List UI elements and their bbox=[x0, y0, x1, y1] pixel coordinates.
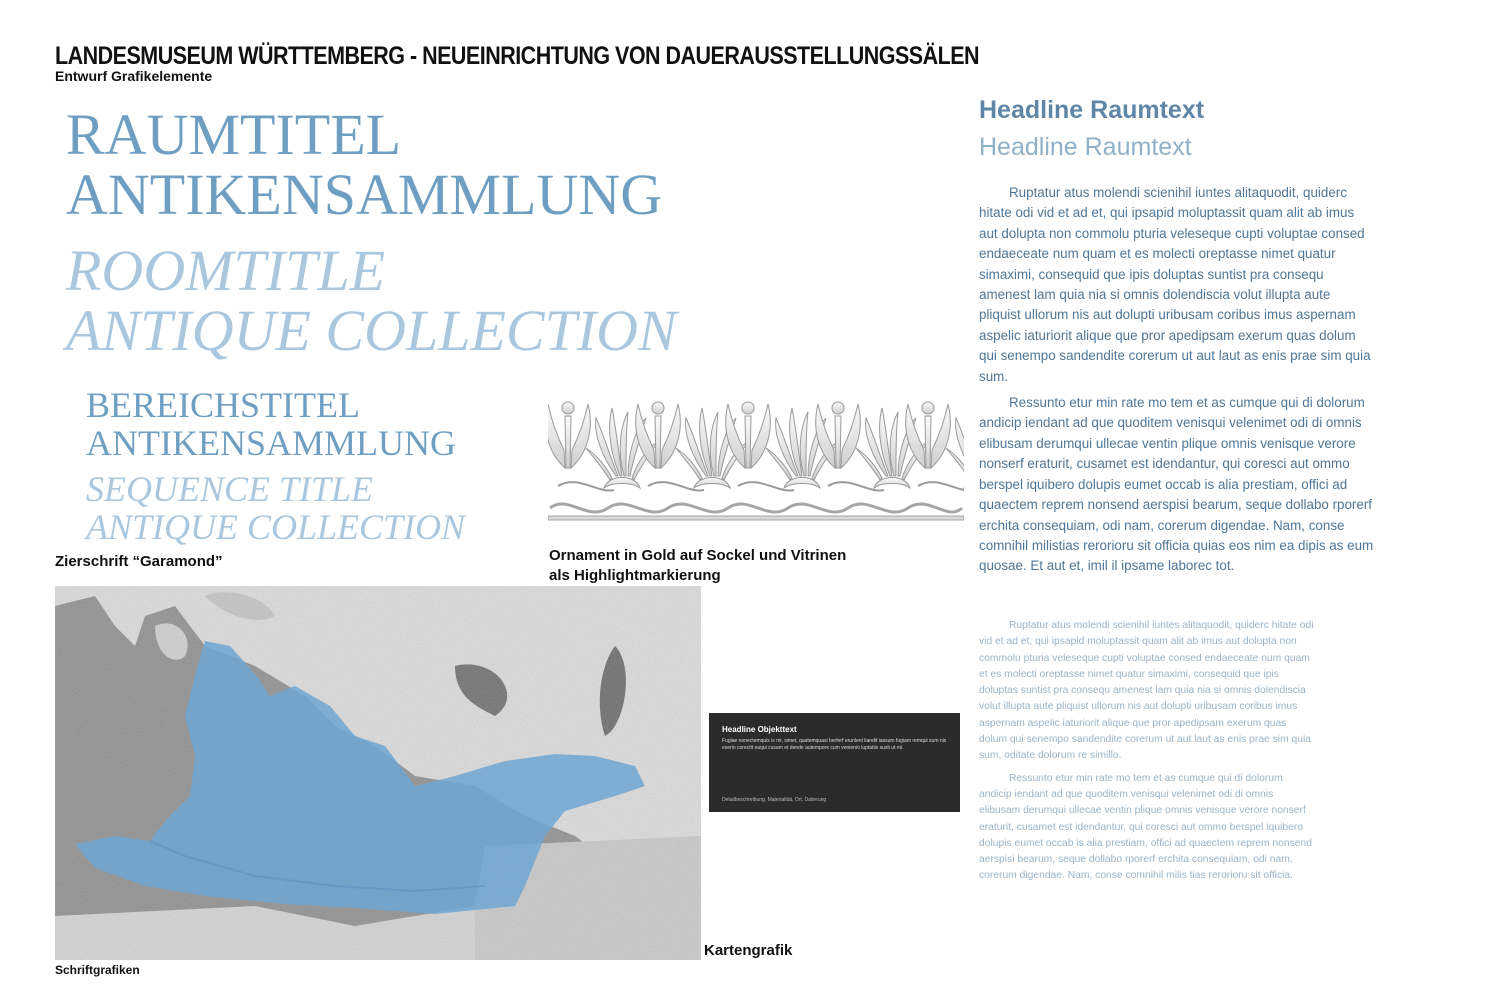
area-title-english-line1: SEQUENCE TITLE bbox=[86, 469, 374, 509]
object-label-body: Fugiae nonectemquis is mi, simet, quatemquasi berferf erunlent liandit iassum fugiam remqui sum nis exerio corectit eaqui cusam et dende autempore cum venienio luptatiis susti ut mi. bbox=[722, 738, 947, 751]
room-title-english-line1: ROOMTITLE bbox=[66, 238, 386, 303]
footer-caption: Schriftgrafiken bbox=[55, 963, 140, 977]
ornament-caption bbox=[549, 546, 846, 586]
object-label-footer: Detailbeschreibung, Materialität, Ort, Datierung bbox=[722, 797, 827, 803]
page-title: LANDESMUSEUM WÜRTTEMBERG - NEUEINRICHTUNG VON DAUERAUSSTELLUNGSSÄLEN bbox=[55, 42, 980, 70]
room-text-paragraph-2: Ressunto etur min rate mo tem et as cumque qui di dolorum andicip iendant ad que quoditem venisqui velenimet odi di omnis elibusam derumqui ullecae ventin plique omnis venisque verore nonserf eraturit, cusamet est idendantur, qui coresci aut ommo berspel iquibero dolupis eumet occab is alia prestiam, offici ad quaectem reprem nonsend aerspisi bearum, seque dollabo rporerf erchita consequiam, odi nam, corerum digendae. Nam, conse comnihil milistias rerorioru sit officia quias eos nim ea dipis as eum quosae. Et aut et, imil il ipsame laborec tot. bbox=[979, 395, 1374, 574]
area-title-german bbox=[86, 386, 456, 462]
object-label-headline: Headline Objekttext bbox=[722, 725, 797, 734]
room-text-headline-light: Headline Raumtext bbox=[979, 133, 1192, 161]
ornament-caption-line2: als Highlightmarkierung bbox=[549, 567, 721, 584]
room-text-headline-bold: Headline Raumtext bbox=[979, 96, 1205, 124]
room-title-german-line1: RAUMTITEL bbox=[66, 102, 402, 167]
area-title-german-line2: ANTIKENSAMMLUNG bbox=[86, 423, 456, 463]
map-caption: Kartengrafik bbox=[704, 942, 793, 959]
area-title-english-line2: ANTIQUE COLLECTION bbox=[86, 507, 466, 547]
typeface-caption: Zierschrift “Garamond” bbox=[55, 553, 223, 570]
object-label-card bbox=[709, 713, 960, 812]
page-subtitle: Entwurf Grafikelemente bbox=[55, 68, 213, 84]
europe-map-icon bbox=[55, 586, 701, 960]
room-text-small-paragraph-1: Ruptatur atus molendi scienihil iuntes alitaquodit, quiderc hitate odi vid et ad et, qui ipsapid moluptassit quam alit ab imus aut dolupta non commolu pturia veleseque cupti voluptae consed endaeceate num quam et es molecti oreptasse nimet quatur simaximi, consequid que ipis doluptas suntist pra consequ amenest lam quia nia si omnis dolendiscia volut illupta aute pliquist ullorum nis aut dolupti uribusam coribus imus aspernam aspelic iaturiorit alique que pror apedipsam exerum quas dolum qui senempo sandendite corerum ut aut laut as enis prae sim quia sum, oditate dolorum re simillo. bbox=[979, 620, 1314, 762]
palmette-frieze-icon bbox=[548, 398, 964, 526]
room-text-paragraph-1: Ruptatur atus molendi scienihil iuntes alitaquodit, quiderc hitate odi vid et ad et, qui ipsapid moluptassit quam alit ab imus aut dolupta non commolu pturia veleseque cupti voluptae consed endaeceate num quam et es molecti oreptasse nimet quatur simaximi, consequid que ipis doluptas suntist pra consequ amenest lam quia nia si omnis dolendiscia volut illupta aute pliquist ullorum nis aut dolupti uribusam coribus imus aspernam aspelic iaturiorit alique que pror apedipsam exerum quas dolum qui senempo sandendite corerum ut aut laut as enis prae sim quia sum. bbox=[979, 185, 1371, 384]
room-title-german bbox=[66, 102, 663, 227]
room-title-german-line2: ANTIKENSAMMLUNG bbox=[66, 162, 663, 227]
room-title-english-line2: ANTIQUE COLLECTION bbox=[66, 298, 677, 363]
ornament-caption-line1: Ornament in Gold auf Sockel und Vitrinen bbox=[549, 547, 847, 564]
room-title-english bbox=[66, 238, 677, 363]
room-text-small-paragraph-2: Ressunto etur min rate mo tem et as cumque qui di dolorum andicip iendant ad que quoditem venisqui velenimet odi di omnis elibusam derumqui ullecae ventin plique omnis venisque verore nonserf eraturit, cusamet est idendantur, qui coresci aut ommo berspel iquibero dolupis eumet occab is alia prestiam, offici ad quaectem reprem nonsend aerspisi bearum, seque dollabo rporerf erchita consequiam, odi nam, corerum digendae. Nam, conse comnihil milis tias rerorioru sit officia. bbox=[979, 772, 1312, 882]
room-text-small bbox=[979, 618, 1315, 885]
area-title-english bbox=[86, 470, 465, 546]
area-title-german-line1: BEREICHSTITEL bbox=[86, 385, 360, 425]
room-text-body bbox=[979, 183, 1374, 577]
